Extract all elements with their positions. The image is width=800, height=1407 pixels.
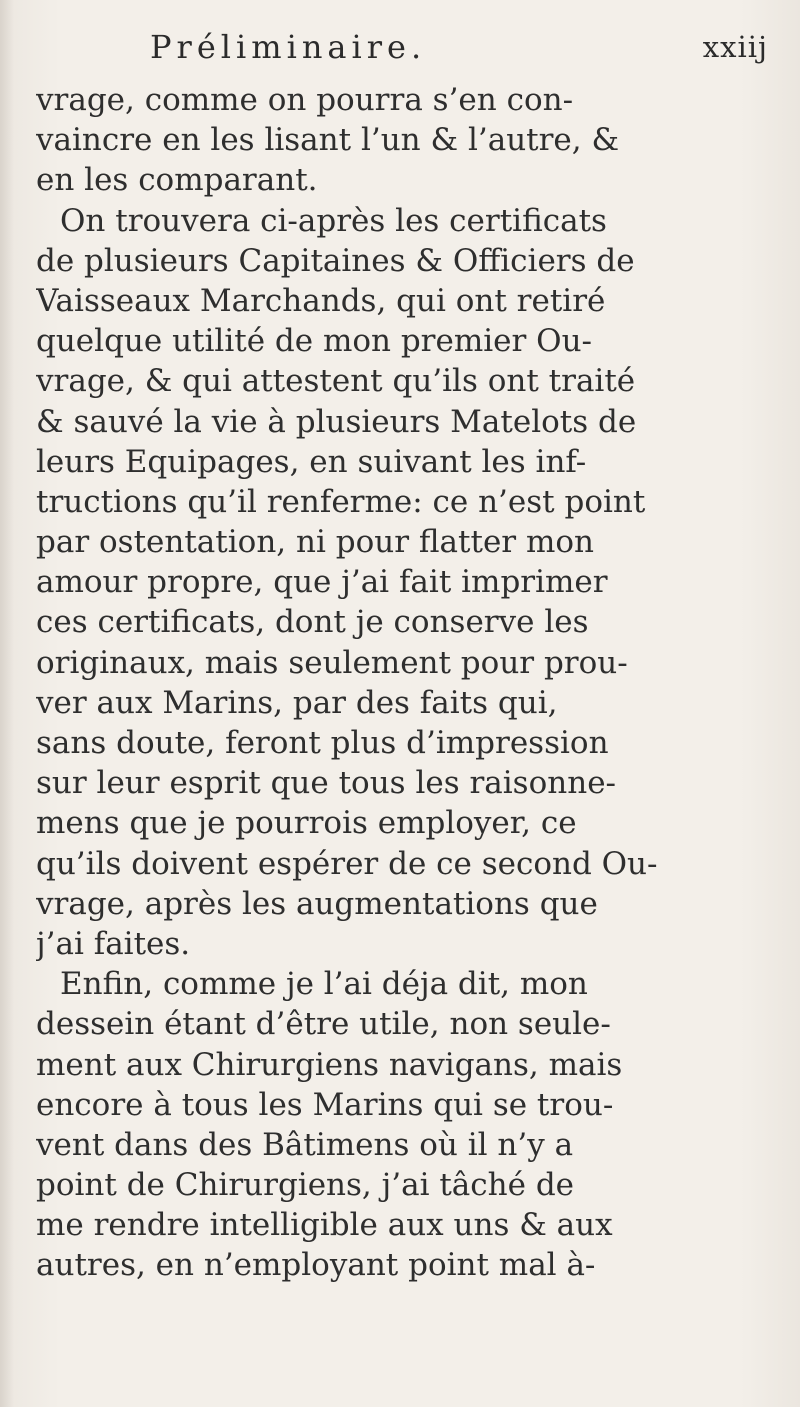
text-line: point de Chirurgiens, j’ai tâché de	[36, 1167, 575, 1204]
binding-shadow	[0, 0, 14, 1407]
text-line: tructions qu’il renferme: ce n’est point	[36, 483, 646, 520]
page-number: xxiij	[702, 30, 768, 64]
text-line: sans doute, feront plus d’impression	[36, 725, 609, 761]
text-line: ver aux Marins, par des faits qui,	[36, 684, 558, 721]
text-line: de plusieurs Capitaines & Officiers de	[36, 242, 635, 279]
text-line: ment aux Chirurgiens navigans, mais	[36, 1046, 623, 1083]
text-line: vrage, comme on pourra s’en con-	[36, 82, 574, 118]
text-line: j’ai faites.	[36, 925, 191, 962]
text-line: & sauvé la vie à plusieurs Matelots de	[36, 403, 637, 440]
text-line: quelque utilité de mon premier Ou-	[36, 323, 593, 360]
text-line: Enfin, comme je l’ai déja dit, mon	[60, 966, 588, 1003]
text-line: leurs Equipages, en suivant les inf-	[36, 443, 587, 480]
text-line: sur leur esprit que tous les raisonne-	[36, 765, 617, 802]
running-head	[150, 28, 780, 66]
text-line: amour propre, que j’ai fait imprimer	[36, 564, 608, 601]
text-line: me rendre intelligible aux uns & aux	[36, 1207, 613, 1244]
text-line: autres, en n’employant point mal à-	[36, 1247, 596, 1284]
text-line: vrage, & qui attestent qu’ils ont traité	[36, 363, 636, 400]
text-line: Vaisseaux Marchands, qui ont retiré	[36, 282, 606, 319]
text-line: par ostentation, ni pour flatter mon	[36, 524, 594, 561]
body-text	[36, 80, 786, 1286]
text-line: en les comparant.	[36, 162, 318, 199]
text-line: vent dans des Bâtimens où il n’y a	[36, 1126, 574, 1163]
text-line: originaux, mais seulement pour prou-	[36, 644, 628, 681]
text-line: On trouvera ci-après les certificats	[60, 202, 607, 239]
text-line: dessein étant d’être utile, non seule-	[36, 1006, 611, 1043]
text-line: encore à tous les Marins qui se trou-	[36, 1086, 614, 1123]
text-line: vaincre en les lisant l’un & l’autre, &	[36, 122, 620, 159]
text-line: vrage, après les augmentations que	[36, 885, 598, 922]
text-line: qu’ils doivent espérer de ce second Ou-	[36, 845, 658, 882]
text-line: mens que je pourrois employer, ce	[36, 805, 577, 842]
running-head-title: Préliminaire.	[150, 28, 427, 66]
text-line: ces certificats, dont je conserve les	[36, 604, 589, 641]
